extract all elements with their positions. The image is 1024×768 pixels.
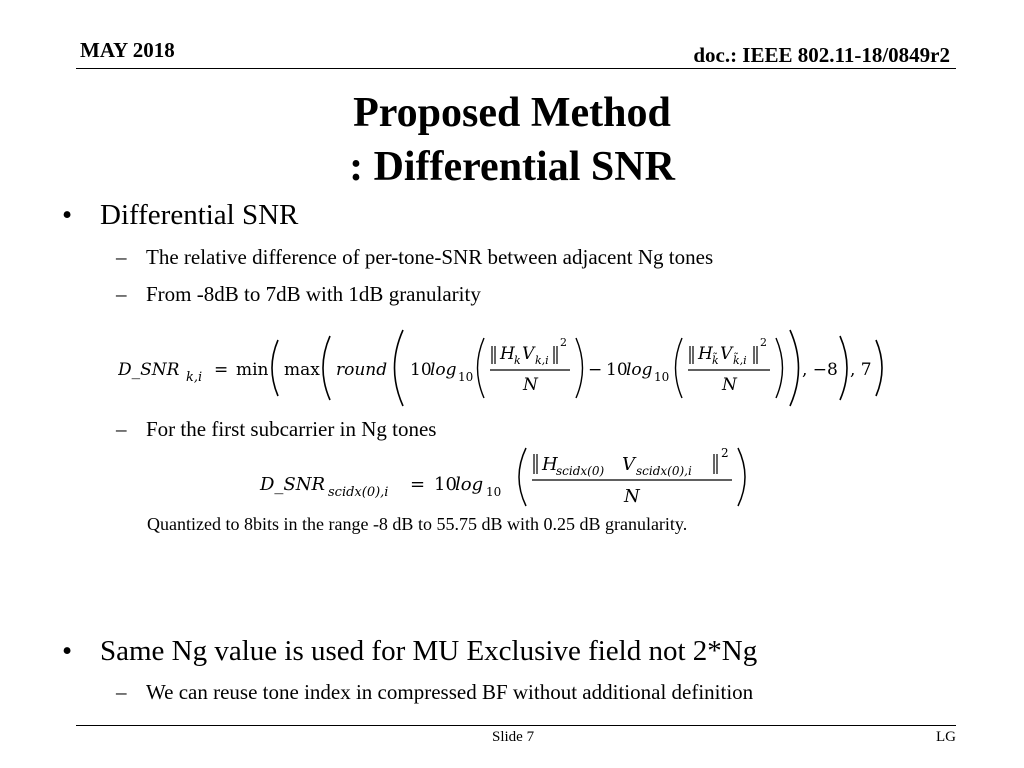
eq2-lhs-sub: scidx(0),i xyxy=(328,485,389,500)
equation-dsnr-first-svg xyxy=(258,444,758,510)
paren-close-1 xyxy=(876,340,882,396)
paren-open-4 xyxy=(478,338,485,398)
eq2-paren-close xyxy=(738,448,745,506)
sub-bullet-text: We can reuse tone index in compressed BF without additional definition xyxy=(146,680,754,704)
dash-icon: – xyxy=(116,680,127,704)
paren-close-4 xyxy=(576,338,583,398)
sub-bullet-text: The relative difference of per-tone-SNR between adjacent Ng tones xyxy=(146,245,714,269)
eq1-N-a: N xyxy=(523,375,538,395)
paren-close-2 xyxy=(840,336,847,400)
bullet-text: Same Ng value is used for MU Exclusive field not 2*Ng xyxy=(100,635,758,667)
paren-open-1 xyxy=(272,340,278,396)
eq2-sq: 2 xyxy=(721,446,729,460)
eq2-paren-open xyxy=(519,448,526,506)
dash-icon: – xyxy=(116,245,127,269)
eq1-log-sub-a: 10 xyxy=(458,370,474,384)
eq1-sq-a: 2 xyxy=(560,336,567,349)
footer-divider xyxy=(76,725,956,726)
header-date: MAY 2018 xyxy=(80,38,175,62)
bullet-item xyxy=(62,198,299,232)
eq2-H: H xyxy=(542,454,558,475)
eq1-V-sub-b: k̃,i xyxy=(733,354,747,367)
sub-bullet-item xyxy=(116,244,714,270)
eq1-H-b: H xyxy=(698,344,713,364)
equation-dsnr xyxy=(118,326,888,410)
eq2-V-sub: scidx(0),i xyxy=(636,464,692,478)
sub-bullet-text: For the first subcarrier in Ng tones xyxy=(146,417,437,441)
eq1-H-sub-b: k̃ xyxy=(712,354,719,367)
eq1-log-sub-b: 10 xyxy=(654,370,670,384)
eq1-H-sub-a: k xyxy=(514,354,521,367)
bullet-dot-icon: • xyxy=(62,199,73,231)
quantization-note: Quantized to 8bits in the range -8 dB to 55.75 dB with 0.25 dB granularity. xyxy=(147,514,688,534)
eq2-lhs-main: D_SNR xyxy=(260,474,326,495)
eq1-min: min xyxy=(236,360,269,380)
sub-bullet-item xyxy=(116,679,754,705)
eq1-equals: = xyxy=(214,360,229,380)
slide-title-line1: Proposed Method xyxy=(353,90,671,136)
paren-close-3 xyxy=(790,330,799,406)
slide-title xyxy=(0,86,1024,194)
equation-dsnr-first xyxy=(258,444,758,510)
eq1-sq-b: 2 xyxy=(760,336,767,349)
eq2-H-sub: scidx(0) xyxy=(556,464,605,478)
eq1-V-b: V xyxy=(720,344,733,364)
sub-bullet-text: From -8dB to 7dB with 1dB granularity xyxy=(146,282,481,306)
eq1-clip-high: , 7 xyxy=(850,360,872,380)
slide-title-line2: : Differential SNR xyxy=(349,144,675,190)
paren-open-5 xyxy=(676,338,683,398)
eq1-V-a: V xyxy=(522,344,535,364)
eq1-round: round xyxy=(336,360,388,380)
eq1-lhs-main: D_SNR xyxy=(118,360,180,380)
eq1-coef-a: 10 xyxy=(410,360,432,380)
sub-bullet-item xyxy=(116,416,437,442)
eq1-coef-b: 10 xyxy=(606,360,628,380)
bullet-text: Differential SNR xyxy=(100,199,299,231)
bullet-item xyxy=(62,634,758,668)
eq1-log-a: log xyxy=(430,360,457,380)
eq2-coef: 10 xyxy=(434,474,457,495)
paren-open-3 xyxy=(395,330,404,406)
paren-close-5 xyxy=(776,338,783,398)
bullet-dot-icon: • xyxy=(62,635,73,667)
equation-dsnr-svg xyxy=(118,326,888,410)
header-doc-id: doc.: IEEE 802.11-18/0849r2 xyxy=(693,43,950,67)
sub-bullet-item xyxy=(116,281,481,307)
footer-org: LG xyxy=(936,729,956,745)
eq1-V-sub-a: k,i xyxy=(535,354,549,367)
eq1-H-a: H xyxy=(500,344,515,364)
dash-icon: – xyxy=(116,417,127,441)
eq1-minus: − xyxy=(588,360,603,380)
eq1-max: max xyxy=(284,360,320,380)
eq2-N: N xyxy=(624,486,640,507)
eq1-clip-low: , −8 xyxy=(802,360,838,380)
eq1-log-b: log xyxy=(626,360,653,380)
eq1-lhs-sub: k,i xyxy=(186,370,203,385)
eq2-log-sub: 10 xyxy=(486,485,502,499)
eq1-N-b: N xyxy=(722,375,737,395)
eq2-equals: = xyxy=(410,474,426,495)
eq2-log: log xyxy=(455,474,484,495)
eq2-V: V xyxy=(622,454,635,475)
header-divider xyxy=(76,68,956,69)
slide-number: Slide 7 xyxy=(492,729,535,745)
dash-icon: – xyxy=(116,282,127,306)
paren-open-2 xyxy=(323,336,330,400)
